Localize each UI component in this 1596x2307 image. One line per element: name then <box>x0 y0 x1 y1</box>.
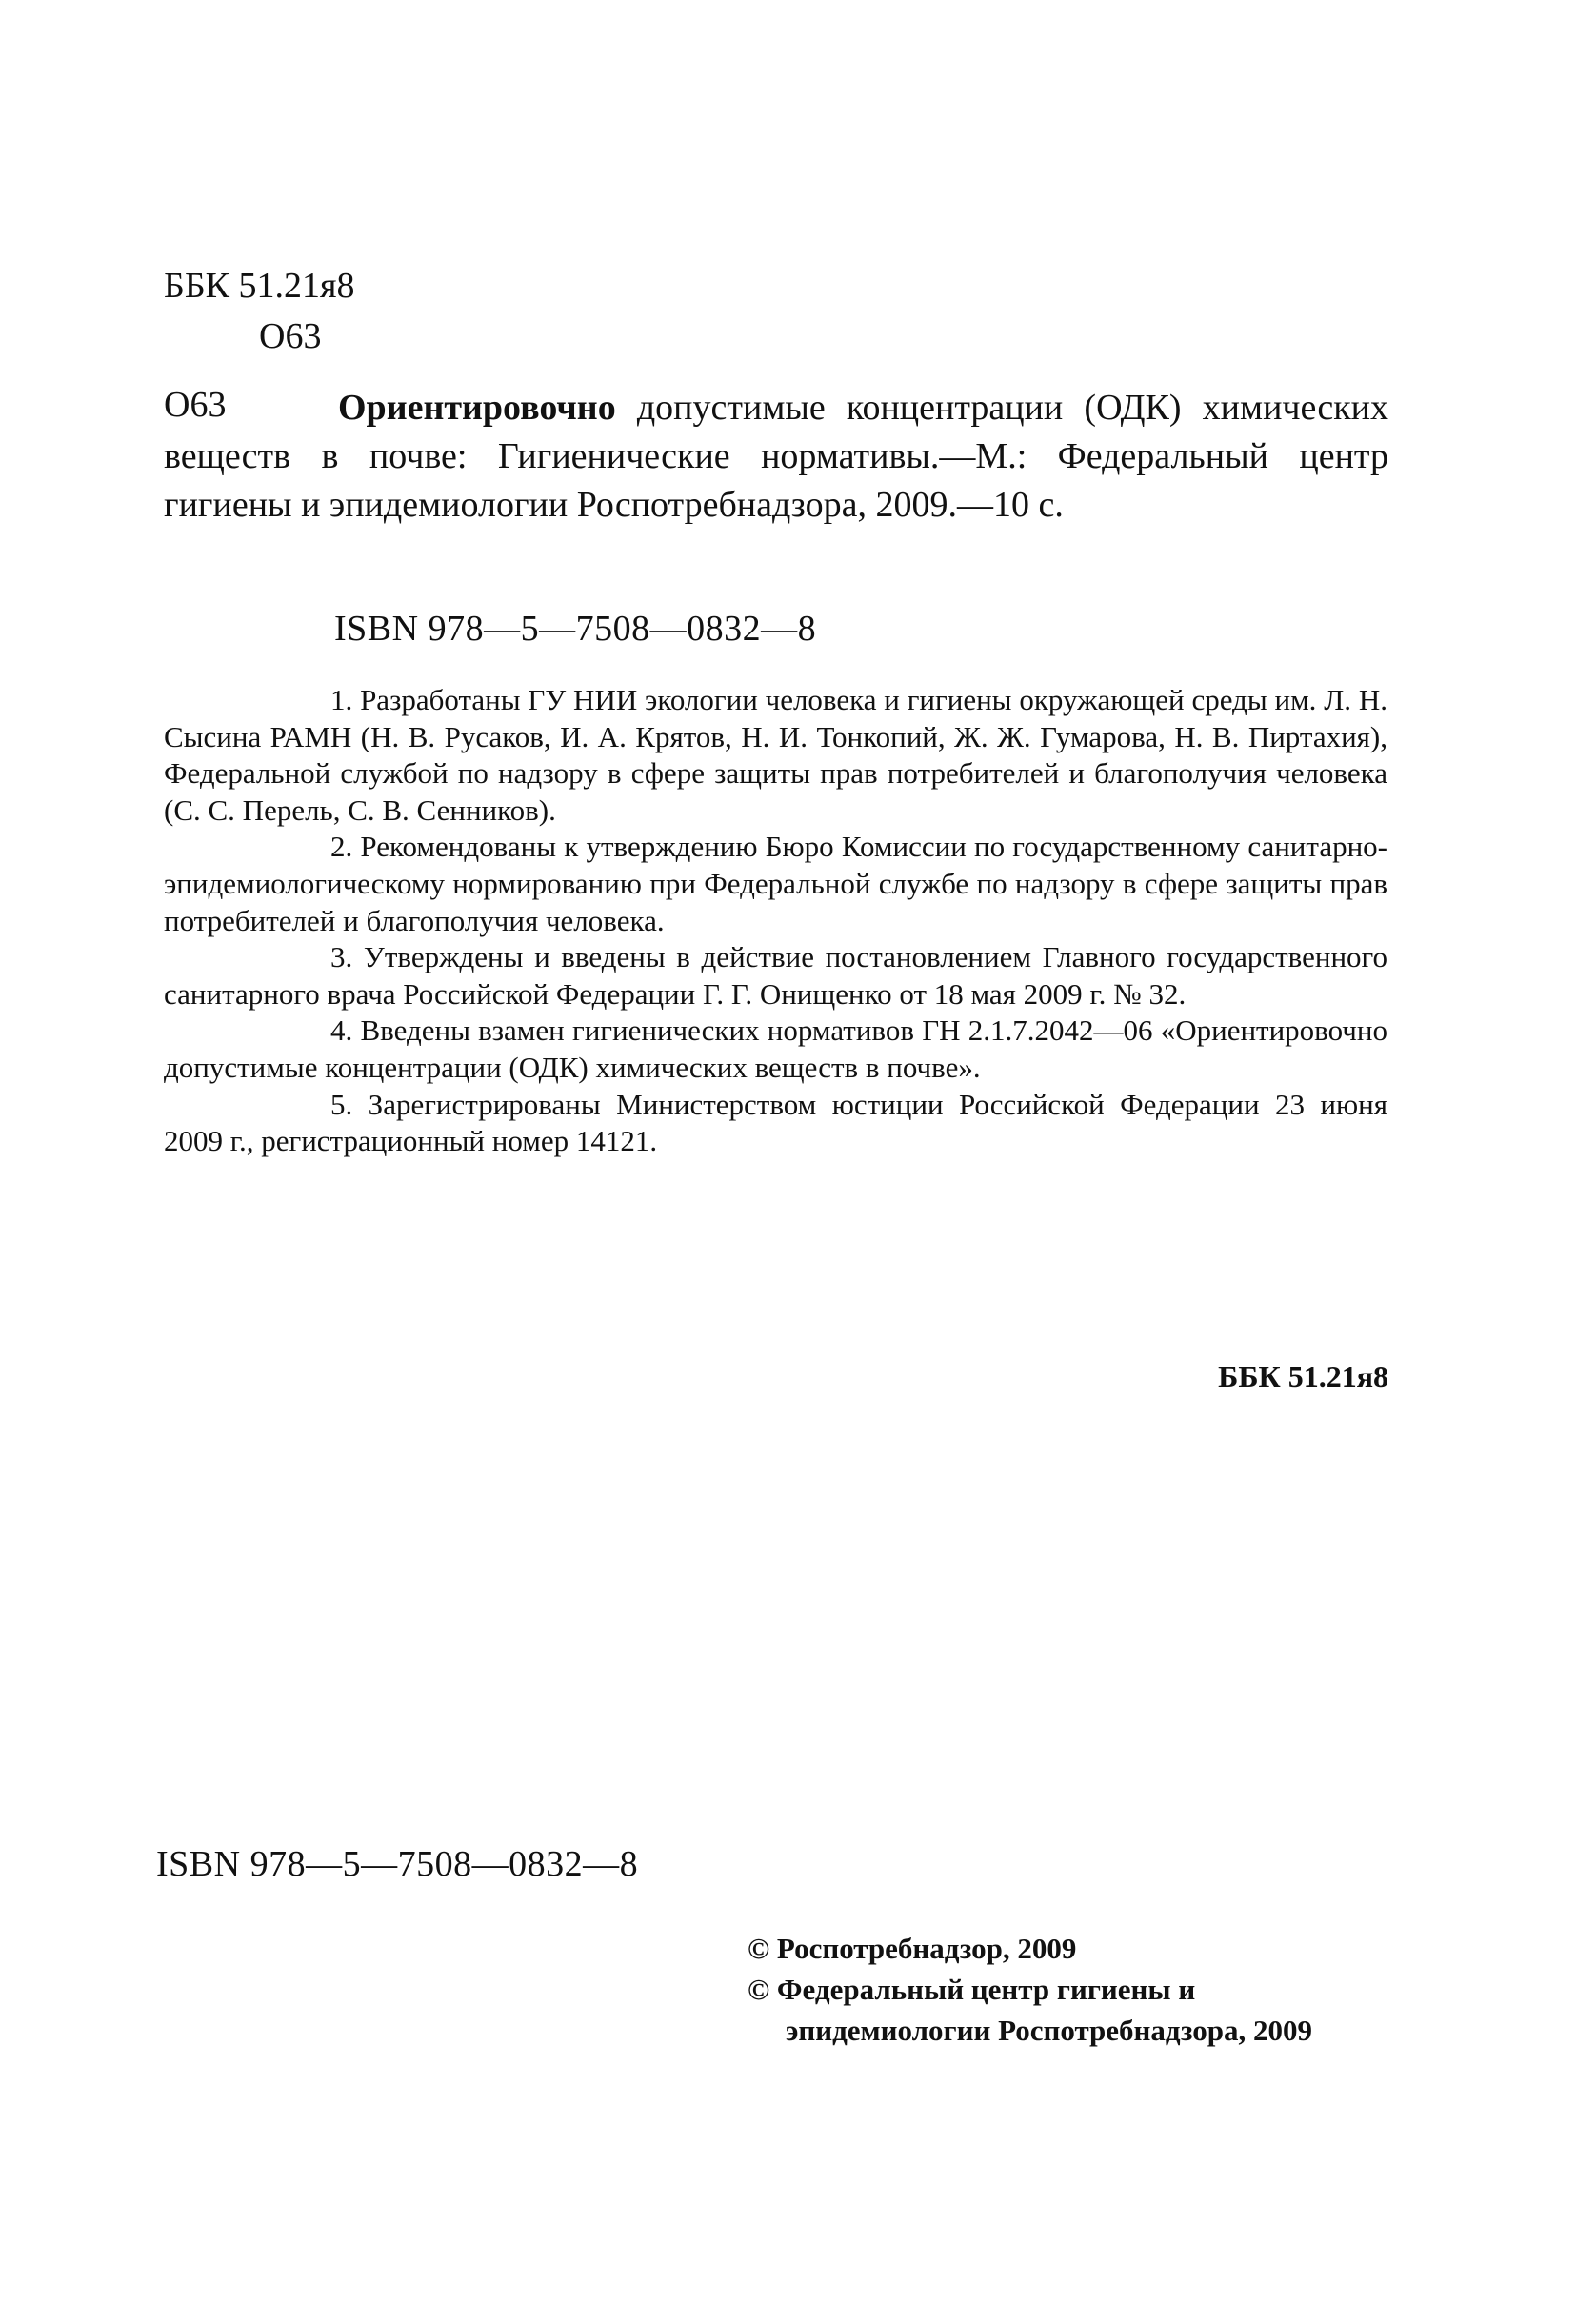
copyright-line: эпидемиологии Роспотребнадзора, 2009 <box>786 2014 1312 2047</box>
copyright-line: © Роспотребнадзор, 2009 <box>748 1932 1077 1965</box>
note-item: 3. Утверждены и введены в действие постановлением Главного государственного санитарного врача Российской Федерации Г. Г. Онищенко от 18 мая 2009 г. № 32. <box>164 940 1387 1011</box>
title-lead: Ориентировочно <box>338 388 616 428</box>
title-rest: допустимые концентрации (ОДК) химических веществ в почве: Гигиенические нормативы.—М.: Федеральный центр гигиены и эпидемиологии Роспотребнадзора, 2009.—10 с. <box>164 388 1388 525</box>
copyright-line: © Федеральный центр гигиены и <box>748 1973 1196 2006</box>
note-item: 1. Разработаны ГУ НИИ экологии человека и гигиены окружающей среды им. Л. Н. Сысина РАМН (Н. В. Русаков, И. А. Крятов, Н. И. Тонкопий, Ж. Ж. Гумарова, Н. В. Пиртахия), Федеральной службой по надзору в сфере защиты прав потребителей и благополучия человека (С. С. Перель, С. В. Сенников). <box>164 683 1387 827</box>
author-mark-top: О63 <box>259 316 322 356</box>
copyright-block <box>748 1928 1312 2051</box>
bbk-code-bottom: ББК 51.21я8 <box>1218 1359 1388 1394</box>
bibliographic-description <box>164 384 1388 530</box>
author-mark-entry: О63 <box>164 385 227 425</box>
isbn-main: ISBN 978—5—7508—0832—8 <box>334 609 817 649</box>
publication-notes <box>164 682 1387 1160</box>
note-item: 4. Введены взамен гигиенических нормативов ГН 2.1.7.2042—06 «Ориентировочно допустимые концентрации (ОДК) химических веществ в почве». <box>164 1013 1387 1084</box>
note-item: 2. Рекомендованы к утверждению Бюро Комиссии по государственному санитарно-эпидемиологическому нормированию при Федеральной службе по надзору в сфере защиты прав потребителей и благополучия человека. <box>164 830 1387 937</box>
isbn-bottom: ISBN 978—5—7508—0832—8 <box>156 1844 639 1884</box>
bbk-code-top: ББК 51.21я8 <box>164 266 355 306</box>
note-item: 5. Зарегистрированы Министерством юстиции Российской Федерации 23 июня 2009 г., регистрационный номер 14121. <box>164 1087 1387 1158</box>
